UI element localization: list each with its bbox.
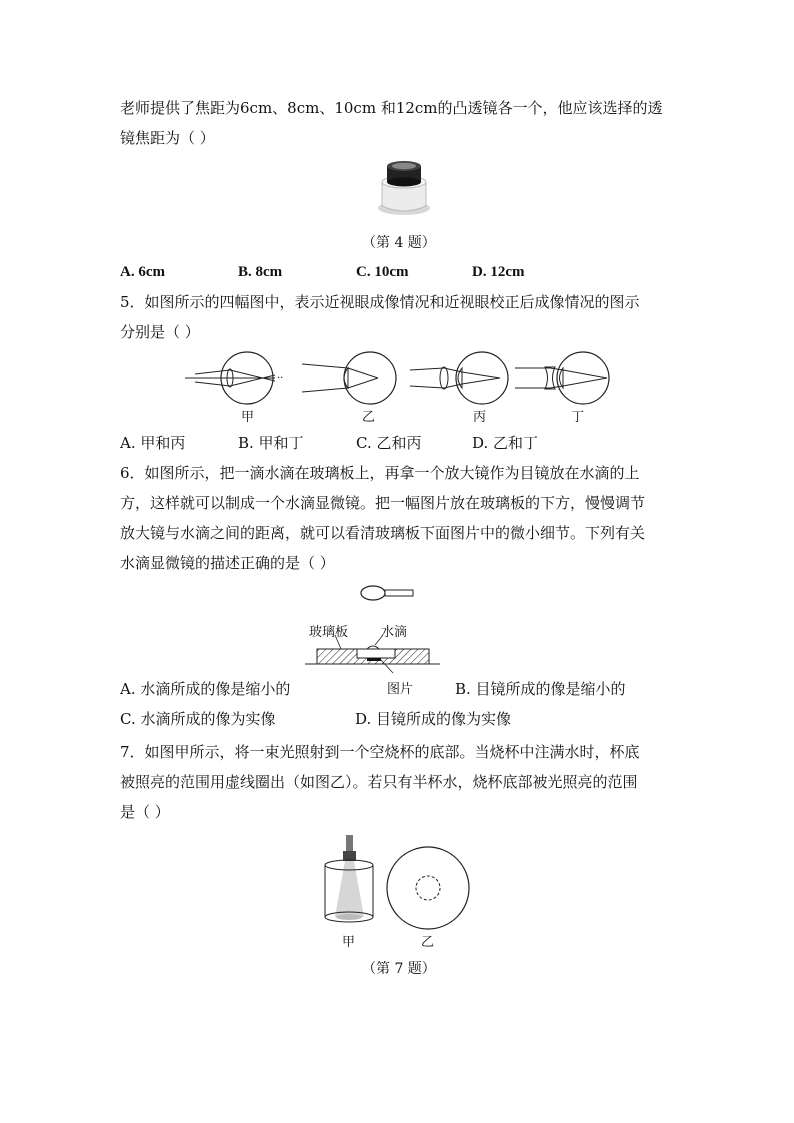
beaker-bottom-figure xyxy=(385,845,471,931)
q4-figure-caption: （第 4 题） xyxy=(362,235,436,251)
eye-label-bing: 丙 xyxy=(473,410,487,425)
q5-text-line2: 分别是（ ） xyxy=(120,323,200,341)
eye-label-jia: 甲 xyxy=(241,410,255,425)
q4-option-c: C. 10cm xyxy=(356,264,409,280)
beaker-light-figure xyxy=(322,835,380,927)
eye-diagram-jia xyxy=(185,350,290,408)
q6-text-line3: 放大镜与水滴之间的距离，就可以看清玻璃板下面图片中的微小细节。下列有关 xyxy=(120,524,646,542)
q6-option-c: C. 水滴所成的像为实像 xyxy=(120,710,276,728)
q4-option-a: A. 6cm xyxy=(120,264,165,280)
q7-text-line2: 被照亮的范围用虚线圈出（如图乙）。若只有半杯水，烧杯底部被光照亮的范围 xyxy=(120,773,638,791)
q6-text-line4: 水滴显微镜的描述正确的是（ ） xyxy=(120,554,335,572)
q5-option-b: B. 甲和丁 xyxy=(238,434,304,452)
q6-text-line2: 方，这样就可以制成一个水滴显微镜。把一幅图片放在玻璃板的下方，慢慢调节 xyxy=(120,494,646,512)
eye-label-yi: 乙 xyxy=(362,410,376,425)
q6-option-b: B. 目镜所成的像是缩小的 xyxy=(455,680,626,698)
q4-option-b: B. 8cm xyxy=(238,264,283,280)
eye-label-ding: 丁 xyxy=(571,410,585,425)
q5-option-c: C. 乙和丙 xyxy=(356,434,422,452)
q5-option-a: A. 甲和丙 xyxy=(120,434,186,452)
eye-diagram-bing xyxy=(410,350,515,408)
q7-text-line3: 是（ ） xyxy=(120,803,170,821)
q7-figure-caption: （第 7 题） xyxy=(362,961,436,977)
q4-text-line1: 老师提供了焦距为6cm、8cm、10cm 和12cm的凸透镜各一个，他应该选择的透 xyxy=(120,99,663,117)
q4-text-line2: 镜焦距为（ ） xyxy=(120,129,215,147)
eye-diagram-ding xyxy=(515,350,615,408)
q4-option-d: D. 12cm xyxy=(472,264,525,280)
q7-text-line1: 7．如图甲所示，将一束光照射到一个空烧杯的底部。当烧杯中注满水时，杯底 xyxy=(120,743,640,761)
q6-option-a: A. 水滴所成的像是缩小的 xyxy=(120,680,291,698)
q6-option-d: D. 目镜所成的像为实像 xyxy=(355,710,512,728)
eye-diagram-yi xyxy=(302,350,402,408)
label-water-drop: 水滴 xyxy=(381,625,408,640)
svg-text:··: ·· xyxy=(277,373,284,384)
q5-text-line1: 5．如图所示的四幅图中，表示近视眼成像情况和近视眼校正后成像情况的图示 xyxy=(120,293,640,311)
q5-option-d: D. 乙和丁 xyxy=(472,434,539,452)
beaker-label-yi: 乙 xyxy=(421,935,435,950)
label-glass-plate: 玻璃板 xyxy=(309,625,349,640)
beaker-label-jia: 甲 xyxy=(342,935,356,950)
q6-text-line1: 6．如图所示，把一滴水滴在玻璃板上，再拿一个放大镜作为目镜放在水滴的上 xyxy=(120,464,640,482)
magnifier-image xyxy=(370,160,438,218)
label-picture: 图片 xyxy=(387,682,414,697)
